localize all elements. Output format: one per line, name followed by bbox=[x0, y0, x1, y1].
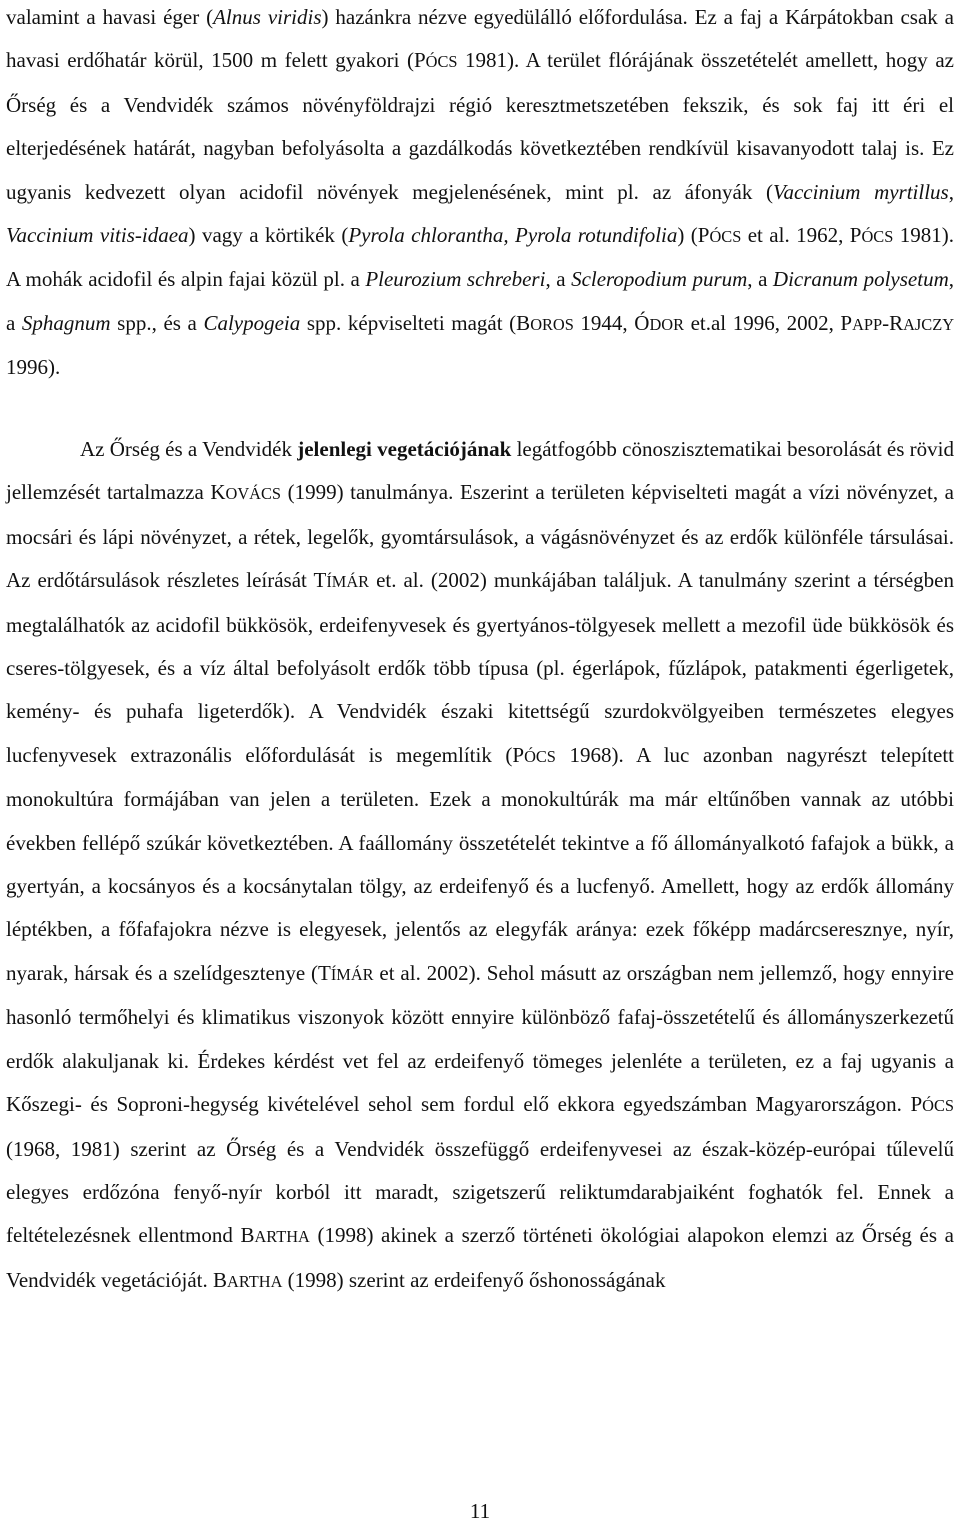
page-number: 11 bbox=[469, 1499, 491, 1523]
text-run: ) vagy a körtikék ( bbox=[188, 223, 349, 248]
text-run: ÓCS bbox=[922, 1096, 954, 1116]
body-paragraph-1 bbox=[6, 0, 954, 390]
text-run: Pyrola chlorantha, Pyrola rotundifolia bbox=[348, 223, 678, 248]
text-run: 1944, Ó bbox=[573, 310, 650, 335]
text-run: spp. képviselteti magát (B bbox=[300, 310, 531, 335]
text-run: , a bbox=[6, 267, 954, 335]
text-run: ARTHA bbox=[227, 1271, 283, 1291]
text-run: OVÁCS bbox=[225, 484, 281, 504]
text-run: 1981). A mohák acidofil és alpin fajai közül pl. a bbox=[6, 223, 954, 292]
text-run: et. al. (2002) munkájában találjuk. A tanulmány szerint a térségben megtalálhatók az acidofil bükkösök, erdeifenyvesek és gyertyános-tölgyesek mellett a mezofil üde bükkösök és cseres-tölgyesek, és a víz által befolyásolt erdők több típusa (pl. égerlápok, fűzlápok, patakmenti égerligetek, kemény- és puhafa ligeterdők). A Vendvidék északi kitettségű szurdokvölgyeiben természetes elegyes lucfenyvesek extrazonális előfordulását is megemlítik (P bbox=[6, 568, 954, 767]
text-run: ÍMÁR bbox=[326, 572, 370, 592]
text-run: legátfogóbb cönoszisztematikai besorolását és rövid jellemzését tartalmazza K bbox=[6, 437, 955, 505]
text-run: jelenlegi vegetációjának bbox=[297, 437, 512, 461]
text-run: AJCZY bbox=[903, 314, 955, 334]
text-run: Alnus viridis bbox=[213, 5, 322, 29]
text-run: 1981). A terület flórájának összetételét amellett, hogy az Őrség és a Vendvidék számos növényföldrajzi régió keresztmetszetében fekszik, és sok faj itt éri el elterjedésének határát, nagyban befolyásolta a gazdálkodás következtében rendkívül kisavanyodott talaj is. Ez ugyanis kedvezett olyan acidofil növények megjelenésének, mint pl. az áfonyák ( bbox=[6, 48, 954, 204]
text-run: 1968). A luc azonban nagyrészt telepített monokultúra formájában van jelen a területen. Ezek a monokultúrák ma már eltűnőben vannak az utóbbi években fellépő szúkár következtében. A faállomány összetételét tekintve a fő állományalkotó fafajok a bükk, a gyertyán, a kocsányos és a kocsánytalan tölgy, az erdeifenyő és a lucfenyő. Amellett, hogy az erdők állomány léptékben, a főfafajokra nézve is elegyesek, jelentős az elegyfák aránya: ezek főképp madárcseresznye, nyír, nyarak, hársak és a szelídgesztenye (T bbox=[6, 742, 955, 985]
text-run: (1999) tanulmánya. Eszerint a területen képviselteti magát a vízi növényzet, a mocsári és lápi növényzet, a rétek, legelők, gyomtársulások, a vágásnövényzet és az erdők különféle társulásai. Az erdőtársulások részletes leírását T bbox=[6, 480, 954, 593]
text-run: ÍMÁR bbox=[330, 964, 374, 984]
text-run: , a bbox=[747, 267, 773, 292]
text-run: DOR bbox=[649, 314, 684, 334]
text-run: , a bbox=[545, 267, 572, 292]
text-run: ARTHA bbox=[254, 1227, 310, 1247]
text-run: Az Őrség és a Vendvidék bbox=[80, 437, 298, 461]
text-run: APP bbox=[852, 314, 883, 334]
text-run: ÓCS bbox=[524, 746, 556, 766]
text-run: spp., és a bbox=[110, 310, 204, 335]
text-run: OROS bbox=[530, 314, 574, 334]
text-run: , bbox=[948, 179, 954, 204]
text-run: (1998) szerint az erdeifenyő őshonosságának bbox=[282, 1267, 666, 1292]
body-paragraph-2 bbox=[6, 428, 954, 1303]
text-run: ÓCS bbox=[425, 52, 458, 72]
text-run: (1998) akinek a szerző történeti ökológiai alapokon elemzi az Őrség és a Vendvidék vegetációját. B bbox=[6, 1223, 954, 1292]
text-run: et al. 2002). Sehol másutt az országban nem jellemző, hogy ennyire hasonló termőhelyi és klimatikus viszonyok között ennyire különböző fafaj-összetételű és állományszerkezetű erdők alakuljanak ki. Érdekes kérdést vet fel az erdeifenyő tömeges jelenléte a területen, ez a faj ugyanis a Kőszegi- és Soproni-hegység kivételével sehol sem fordul elő ekkora egyedszámban Magyarországon. P bbox=[6, 960, 954, 1117]
text-run: -R bbox=[882, 310, 904, 335]
text-run: Dicranum polysetum bbox=[772, 267, 949, 292]
text-run: ÓCS bbox=[861, 227, 894, 247]
text-run: Sphagnum bbox=[21, 310, 111, 335]
text-run: 1996). bbox=[6, 355, 61, 380]
text-run: et.al 1996, 2002, P bbox=[683, 310, 853, 335]
text-run: valamint a havasi éger ( bbox=[6, 5, 214, 29]
text-run: (1968, 1981) szerint az Őrség és a Vendvidék összefüggő erdeifenyvesei az észak-közép-európai tűlevelű elegyes erdőzóna fenyő-nyír korból itt maradt, szigetszerű reliktumdarabjaiként foghatók fel. Ennek a feltételezésnek ellentmond B bbox=[6, 1136, 954, 1248]
text-run: Calypogeia bbox=[203, 310, 301, 335]
text-run: ÓCS bbox=[709, 227, 742, 247]
text-run: ) (P bbox=[677, 223, 710, 248]
text-run: Pleurozium schreberi bbox=[365, 267, 546, 292]
text-run: et al. 1962, P bbox=[741, 223, 862, 248]
text-run: Vaccinium myrtillus bbox=[772, 179, 949, 204]
text-run: Vaccinium vitis-idaea bbox=[6, 223, 189, 248]
text-run: ) hazánkra nézve egyedülálló előfordulása. Ez a faj a Kárpátokban csak a havasi erdőhatár körül, 1500 m felett gyakori (P bbox=[6, 5, 954, 73]
text-run: Scleropodium purum bbox=[571, 267, 748, 292]
